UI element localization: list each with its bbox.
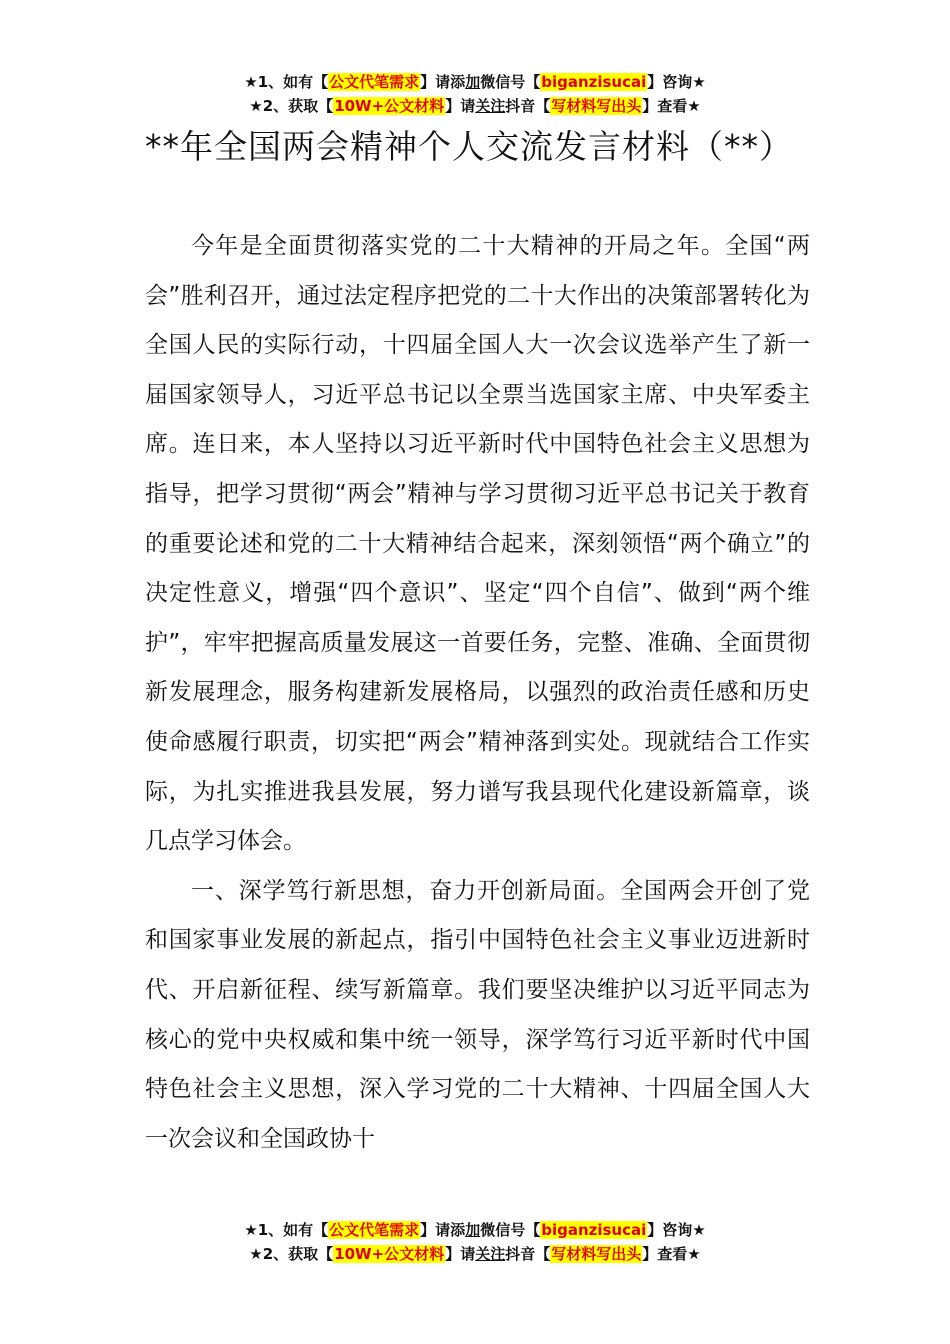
highlight-materials: 10W+公文材料 [334,97,445,115]
highlight-douyin: 写材料写出头 [551,1245,642,1263]
highlight-wechat-id: biganzisucai [541,73,647,91]
header-banner [0,70,950,118]
paragraph-intro: 今年是全面贯彻落实党的二十大精神的开局之年。全国“两会”胜利召开，通过法定程序把党的二十大作出的决策部署转化为全国人民的实际行动，十四届全国人大一次会议选举产生了新一届国家领导人，习近平总书记以全票当选国家主席、中央军委主席。连日来，本人坚持以习近平新时代中国特色社会主义思想为指导，把学习贯彻“两会”精神与学习贯彻习近平总书记关于教育的重要论述和党的二十大精神结合起来，深刻领悟“两个确立”的决定性意义，增强“四个意识”、坚定“四个自信”、做到“两个维护”，牢牢把握高质量发展这一首要任务，完整、准确、全面贯彻新发展理念，服务构建新发展格局，以强烈的政治责任感和历史使命感履行职责，切实把“两会”精神落到实处。现就结合工作实际，为扎实推进我县发展，努力谱写我县现代化建设新篇章，谈几点学习体会。 [145,233,810,855]
document-title: **年全国两会精神个人交流发言材料（**） [145,127,793,166]
highlight-wechat-id: biganzisucai [541,1221,647,1239]
banner-line-1: ★1、如有【公文代笔需求】请添加微信号【biganzisucai】咨询★ [244,1221,706,1239]
banner-line-2: ★2、获取【10W+公文材料】请关注抖音【写材料写出头】查看★ [249,97,701,115]
highlight-ghostwriting: 公文代笔需求 [329,73,420,91]
banner-line-2: ★2、获取【10W+公文材料】请关注抖音【写材料写出头】查看★ [249,1245,701,1263]
highlight-materials: 10W+公文材料 [334,1245,445,1263]
paragraph-section-1: 一、深学笃行新思想，奋力开创新局面。全国两会开创了党和国家事业发展的新起点，指引中国特色社会主义事业迈进新时代、开启新征程、续写新篇章。我们要坚决维护以习近平同志为核心的党中央权威和集中统一领导，深学笃行习近平新时代中国特色社会主义思想，深入学习党的二十大精神、十四届全国人大一次会议和全国政协十 [145,877,810,1152]
document-body [145,222,810,1164]
footer-banner [0,1218,950,1266]
highlight-ghostwriting: 公文代笔需求 [329,1221,420,1239]
highlight-douyin: 写材料写出头 [551,97,642,115]
banner-line-1: ★1、如有【公文代笔需求】请添加微信号【biganzisucai】咨询★ [244,73,706,91]
